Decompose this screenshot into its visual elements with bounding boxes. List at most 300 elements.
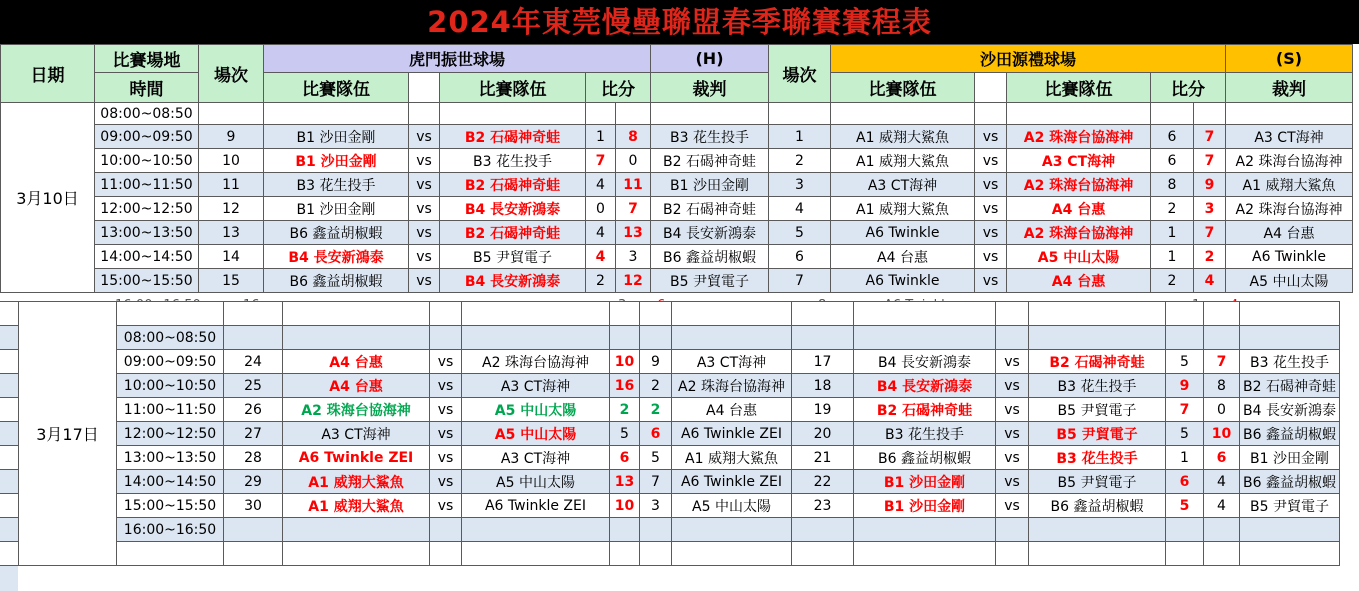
team-b-s (1007, 103, 1151, 125)
score-a-h: 16 (610, 374, 640, 398)
score-a-h: 2 (610, 398, 640, 422)
schedule-table-day1 (0, 44, 1353, 293)
game-no-h (224, 326, 283, 350)
time-cell: 08:00~08:50 (117, 326, 224, 350)
score-b-s: 10 (1204, 422, 1240, 446)
score-b-h (640, 542, 672, 566)
umpire-h (672, 302, 792, 326)
score-a-h: 0 (586, 197, 616, 221)
vs-label: vs (996, 470, 1029, 494)
score-b-s: 4 (1204, 470, 1240, 494)
header-teams: 比賽隊伍 (440, 73, 586, 103)
score-a-s (1166, 542, 1204, 566)
score-a-s: 5 (1166, 422, 1204, 446)
team-a-s: A3 CT海神 (831, 173, 975, 197)
time-cell: 16:00~16:50 (117, 518, 224, 542)
header-teams: 比賽隊伍 (264, 73, 409, 103)
vs-label: vs (996, 398, 1029, 422)
team-b-s: B3 花生投手 (1029, 374, 1166, 398)
umpire-h (651, 103, 769, 125)
vs-label: vs (430, 470, 462, 494)
table-row (1, 125, 1353, 149)
vs-label: vs (975, 149, 1007, 173)
score-a-s: 1 (1151, 245, 1194, 269)
umpire-h (672, 326, 792, 350)
team-b-h: A6 Twinkle ZEI (462, 494, 610, 518)
team-a-s: B4 長安新鴻泰 (854, 374, 996, 398)
header-teams: 比賽隊伍 (831, 73, 975, 103)
vs-label (975, 103, 1007, 125)
team-a-s: A4 台惠 (831, 245, 975, 269)
time-cell: 09:00~09:50 (95, 125, 199, 149)
header-blank (409, 73, 440, 103)
page-title: 2024年東莞慢壘聯盟春季聯賽賽程表 (427, 5, 932, 39)
vs-label (430, 542, 462, 566)
time-cell: 13:00~13:50 (117, 446, 224, 470)
game-no-h: 27 (224, 422, 283, 446)
vs-label: vs (996, 446, 1029, 470)
vs-label: vs (409, 149, 440, 173)
vs-label: vs (430, 446, 462, 470)
score-a-h (610, 518, 640, 542)
umpire-h (672, 518, 792, 542)
vs-label: vs (975, 221, 1007, 245)
game-no-s: 21 (792, 446, 854, 470)
time-cell: 10:00~10:50 (117, 374, 224, 398)
score-b-h: 12 (616, 269, 651, 293)
team-a-h: B1 沙田金剛 (264, 197, 409, 221)
score-b-h: 6 (640, 422, 672, 446)
team-a-s: B1 沙田金剛 (854, 494, 996, 518)
team-a-h: B1 沙田金剛 (264, 125, 409, 149)
umpire-h: B6 鑫益胡椒蝦 (651, 245, 769, 269)
time-cell: 10:00~10:50 (95, 149, 199, 173)
team-a-h: B6 鑫益胡椒蝦 (264, 269, 409, 293)
game-no-h: 11 (199, 173, 264, 197)
score-b-h: 0 (616, 149, 651, 173)
time-cell: 12:00~12:50 (95, 197, 199, 221)
score-b-s (1204, 326, 1240, 350)
score-a-h: 7 (586, 149, 616, 173)
team-a-s: B1 沙田金剛 (854, 470, 996, 494)
team-b-s: B5 尹貿電子 (1029, 470, 1166, 494)
team-b-s: A2 珠海台協海神 (1007, 125, 1151, 149)
score-b-s: 8 (1204, 374, 1240, 398)
game-no-s: 1 (769, 125, 831, 149)
game-no-h: 13 (199, 221, 264, 245)
umpire-s: A1 威翔大鯊魚 (1226, 173, 1353, 197)
table-row (19, 422, 1340, 446)
vs-label: vs (409, 173, 440, 197)
score-a-h: 6 (610, 446, 640, 470)
score-a-h (610, 302, 640, 326)
header-game-no-h: 場次 (199, 45, 264, 103)
vs-label: vs (996, 350, 1029, 374)
team-a-h (283, 518, 430, 542)
score-b-h (640, 326, 672, 350)
score-a-s (1151, 103, 1194, 125)
time-cell: 13:00~13:50 (95, 221, 199, 245)
game-no-s: 19 (792, 398, 854, 422)
game-no-s (792, 542, 854, 566)
team-b-h: B2 石碣神奇蛙 (440, 125, 586, 149)
vs-label: vs (996, 494, 1029, 518)
score-a-h: 2 (586, 269, 616, 293)
game-no-s: 20 (792, 422, 854, 446)
header-venue-h-code: (H) (651, 45, 769, 73)
header-venue: 比賽場地 (95, 45, 199, 73)
header-score: 比分 (586, 73, 651, 103)
game-no-h: 15 (199, 269, 264, 293)
date-cell: 3月17日 (19, 302, 117, 566)
score-b-h (616, 103, 651, 125)
time-cell: 11:00~11:50 (117, 398, 224, 422)
table-row (19, 302, 1340, 326)
time-cell: 08:00~08:50 (95, 103, 199, 125)
game-no-s (769, 103, 831, 125)
score-b-h: 11 (616, 173, 651, 197)
game-no-h: 28 (224, 446, 283, 470)
table-row (1, 173, 1353, 197)
score-a-s: 5 (1166, 350, 1204, 374)
score-b-s (1204, 518, 1240, 542)
table-row (1, 245, 1353, 269)
score-b-h: 7 (616, 197, 651, 221)
team-b-h: A2 珠海台協海神 (462, 350, 610, 374)
game-no-s: 23 (792, 494, 854, 518)
team-a-h: A6 Twinkle ZEI (283, 446, 430, 470)
score-a-s: 6 (1151, 149, 1194, 173)
team-a-s (854, 302, 996, 326)
score-a-s (1166, 302, 1204, 326)
umpire-s (1226, 103, 1353, 125)
vs-label: vs (996, 422, 1029, 446)
score-b-s (1194, 103, 1226, 125)
game-no-s: 4 (769, 197, 831, 221)
score-a-h: 1 (586, 125, 616, 149)
game-no-s: 18 (792, 374, 854, 398)
score-b-s: 7 (1194, 221, 1226, 245)
team-b-s: A2 珠海台協海神 (1007, 221, 1151, 245)
umpire-s: B6 鑫益胡椒蝦 (1240, 470, 1340, 494)
header-teams: 比賽隊伍 (1007, 73, 1151, 103)
score-b-s: 7 (1194, 149, 1226, 173)
header-umpire: 裁判 (1226, 73, 1353, 103)
team-a-h: B4 長安新鴻泰 (264, 245, 409, 269)
table-row (1, 149, 1353, 173)
umpire-s: A5 中山太陽 (1226, 269, 1353, 293)
team-a-h: A2 珠海台協海神 (283, 398, 430, 422)
team-a-h: A3 CT海神 (283, 422, 430, 446)
team-b-s: B5 尹貿電子 (1029, 398, 1166, 422)
team-b-h: A3 CT海神 (462, 446, 610, 470)
score-a-s: 8 (1151, 173, 1194, 197)
game-no-h: 10 (199, 149, 264, 173)
umpire-s (1240, 518, 1340, 542)
table-row (19, 542, 1340, 566)
game-no-h: 29 (224, 470, 283, 494)
score-a-s: 7 (1166, 398, 1204, 422)
score-a-s: 2 (1151, 269, 1194, 293)
vs-label: vs (975, 173, 1007, 197)
umpire-s (1240, 542, 1340, 566)
score-a-s: 1 (1151, 221, 1194, 245)
team-b-s: A4 台惠 (1007, 269, 1151, 293)
game-no-s (792, 326, 854, 350)
table-row (1, 269, 1353, 293)
team-a-h: A1 威翔大鯊魚 (283, 470, 430, 494)
team-b-s: B6 鑫益胡椒蝦 (1029, 494, 1166, 518)
table-row (19, 518, 1340, 542)
game-no-s: 17 (792, 350, 854, 374)
team-b-h: B4 長安新鴻泰 (440, 269, 586, 293)
team-a-s: B2 石碣神奇蛙 (854, 398, 996, 422)
umpire-h: B2 石碣神奇蛙 (651, 149, 769, 173)
score-b-h: 7 (640, 470, 672, 494)
time-cell: 14:00~14:50 (117, 470, 224, 494)
header-time: 時間 (95, 73, 199, 103)
team-a-h (283, 302, 430, 326)
umpire-s: B5 尹貿電子 (1240, 494, 1340, 518)
team-b-s: A3 CT海神 (1007, 149, 1151, 173)
vs-label: vs (409, 197, 440, 221)
umpire-h: B1 沙田金剛 (651, 173, 769, 197)
score-b-s: 3 (1194, 197, 1226, 221)
score-a-h: 4 (586, 245, 616, 269)
team-a-s: B6 鑫益胡椒蝦 (854, 446, 996, 470)
team-a-s (854, 518, 996, 542)
team-a-s: B3 花生投手 (854, 422, 996, 446)
team-b-h: A5 中山太陽 (462, 398, 610, 422)
team-a-h: A4 台惠 (283, 350, 430, 374)
vs-label: vs (409, 245, 440, 269)
team-b-h: B5 尹貿電子 (440, 245, 586, 269)
table-row (19, 446, 1340, 470)
table-row (1, 103, 1353, 125)
vs-label: vs (430, 494, 462, 518)
team-b-s (1029, 302, 1166, 326)
time-cell (117, 542, 224, 566)
table-row (1, 197, 1353, 221)
team-a-h (264, 103, 409, 125)
umpire-h: A6 Twinkle ZEI (672, 422, 792, 446)
score-b-s: 4 (1204, 494, 1240, 518)
score-a-s: 5 (1166, 494, 1204, 518)
vs-label: vs (975, 197, 1007, 221)
umpire-s: A2 珠海台協海神 (1226, 197, 1353, 221)
vs-label: vs (430, 350, 462, 374)
team-a-s: B4 長安新鴻泰 (854, 350, 996, 374)
game-no-h: 25 (224, 374, 283, 398)
team-b-h: A3 CT海神 (462, 374, 610, 398)
score-b-h: 3 (640, 494, 672, 518)
time-cell: 11:00~11:50 (95, 173, 199, 197)
score-a-h: 5 (610, 422, 640, 446)
vs-label: vs (409, 125, 440, 149)
umpire-h: B3 花生投手 (651, 125, 769, 149)
vs-label (996, 542, 1029, 566)
team-a-s (854, 326, 996, 350)
score-b-s: 2 (1194, 245, 1226, 269)
vs-label (430, 302, 462, 326)
score-b-h: 5 (640, 446, 672, 470)
team-a-h: B6 鑫益胡椒蝦 (264, 221, 409, 245)
umpire-s (1240, 326, 1340, 350)
header-blank (975, 73, 1007, 103)
umpire-h: A1 威翔大鯊魚 (672, 446, 792, 470)
team-b-s: B2 石碣神奇蛙 (1029, 350, 1166, 374)
table-row (1, 221, 1353, 245)
time-cell: 09:00~09:50 (117, 350, 224, 374)
game-no-h (224, 542, 283, 566)
score-a-s: 6 (1166, 470, 1204, 494)
team-b-s: A2 珠海台協海神 (1007, 173, 1151, 197)
vs-label: vs (975, 245, 1007, 269)
score-b-h: 2 (640, 398, 672, 422)
game-no-h: 26 (224, 398, 283, 422)
score-a-h: 4 (586, 221, 616, 245)
table-row (19, 326, 1340, 350)
header-score: 比分 (1151, 73, 1226, 103)
score-a-s (1166, 518, 1204, 542)
umpire-s: A4 台惠 (1226, 221, 1353, 245)
score-b-h: 13 (616, 221, 651, 245)
game-no-h: 14 (199, 245, 264, 269)
game-no-h: 24 (224, 350, 283, 374)
score-a-h: 4 (586, 173, 616, 197)
time-cell: 14:00~14:50 (95, 245, 199, 269)
score-a-s: 1 (1166, 446, 1204, 470)
umpire-s: A6 Twinkle (1226, 245, 1353, 269)
vs-label: vs (409, 221, 440, 245)
time-cell: 15:00~15:50 (95, 269, 199, 293)
game-no-h (224, 302, 283, 326)
table-row (19, 470, 1340, 494)
team-b-h (462, 518, 610, 542)
score-a-h: 10 (610, 494, 640, 518)
team-b-h (462, 542, 610, 566)
team-a-s (854, 542, 996, 566)
umpire-s: A2 珠海台協海神 (1226, 149, 1353, 173)
score-a-h (610, 542, 640, 566)
team-a-h (283, 326, 430, 350)
score-b-h: 8 (616, 125, 651, 149)
time-cell: 12:00~12:50 (117, 422, 224, 446)
score-a-h (610, 326, 640, 350)
game-no-s: 6 (769, 245, 831, 269)
team-b-h: B3 花生投手 (440, 149, 586, 173)
game-no-s (792, 518, 854, 542)
umpire-h: B5 尹貿電子 (651, 269, 769, 293)
umpire-s: B4 長安新鴻泰 (1240, 398, 1340, 422)
team-b-s: A5 中山太陽 (1007, 245, 1151, 269)
game-no-s: 3 (769, 173, 831, 197)
umpire-h: A4 台惠 (672, 398, 792, 422)
team-a-s: A6 Twinkle (831, 269, 975, 293)
umpire-s: B3 花生投手 (1240, 350, 1340, 374)
game-no-s: 2 (769, 149, 831, 173)
team-b-h (462, 326, 610, 350)
vs-label: vs (430, 398, 462, 422)
score-b-h: 3 (616, 245, 651, 269)
score-a-s: 2 (1151, 197, 1194, 221)
umpire-h: A5 中山太陽 (672, 494, 792, 518)
team-a-h: A1 威翔大鯊魚 (283, 494, 430, 518)
header-venue-s-code: (S) (1226, 45, 1353, 73)
table-row (19, 374, 1340, 398)
vs-label: vs (409, 269, 440, 293)
game-no-s: 22 (792, 470, 854, 494)
vs-label (430, 326, 462, 350)
score-a-h (586, 103, 616, 125)
vs-label: vs (430, 422, 462, 446)
team-a-s: A1 威翔大鯊魚 (831, 149, 975, 173)
game-no-s: 7 (769, 269, 831, 293)
team-a-h: B1 沙田金剛 (264, 149, 409, 173)
vs-label (996, 518, 1029, 542)
team-a-s: A1 威翔大鯊魚 (831, 125, 975, 149)
vs-label: vs (975, 269, 1007, 293)
umpire-h: B2 石碣神奇蛙 (651, 197, 769, 221)
game-no-s: 5 (769, 221, 831, 245)
left-edge-strip (0, 301, 18, 590)
score-b-s: 9 (1194, 173, 1226, 197)
team-b-h: A5 中山太陽 (462, 470, 610, 494)
score-b-s (1204, 542, 1240, 566)
umpire-h: A6 Twinkle ZEI (672, 470, 792, 494)
team-b-s: B3 花生投手 (1029, 446, 1166, 470)
vs-label (409, 103, 440, 125)
team-a-h: A4 台惠 (283, 374, 430, 398)
team-b-h (440, 103, 586, 125)
team-a-h (283, 542, 430, 566)
vs-label: vs (430, 374, 462, 398)
umpire-h: A2 珠海台協海神 (672, 374, 792, 398)
game-no-s (792, 302, 854, 326)
header-game-no-s: 場次 (769, 45, 831, 103)
time-cell (117, 302, 224, 326)
team-b-s: B5 尹貿電子 (1029, 422, 1166, 446)
team-b-s (1029, 542, 1166, 566)
score-b-h: 9 (640, 350, 672, 374)
vs-label: vs (996, 374, 1029, 398)
score-b-h: 2 (640, 374, 672, 398)
vs-label (996, 302, 1029, 326)
team-a-h: B3 花生投手 (264, 173, 409, 197)
game-no-h: 12 (199, 197, 264, 221)
umpire-h: B4 長安新鴻泰 (651, 221, 769, 245)
vs-label (430, 518, 462, 542)
umpire-h: A3 CT海神 (672, 350, 792, 374)
umpire-s: A3 CT海神 (1226, 125, 1353, 149)
game-no-h (199, 103, 264, 125)
schedule-table-day2 (18, 301, 1340, 566)
team-b-s: A4 台惠 (1007, 197, 1151, 221)
score-b-s: 6 (1204, 446, 1240, 470)
header-venue-h: 虎門振世球場 (264, 45, 651, 73)
score-a-h: 13 (610, 470, 640, 494)
team-b-h: B4 長安新鴻泰 (440, 197, 586, 221)
team-b-h: B2 石碣神奇蛙 (440, 173, 586, 197)
vs-label: vs (975, 125, 1007, 149)
score-a-s: 9 (1166, 374, 1204, 398)
game-no-h (224, 518, 283, 542)
score-b-h (640, 518, 672, 542)
score-a-s (1166, 326, 1204, 350)
team-a-s (831, 103, 975, 125)
header-venue-s: 沙田源禮球場 (831, 45, 1226, 73)
umpire-s: B2 石碣神奇蛙 (1240, 374, 1340, 398)
